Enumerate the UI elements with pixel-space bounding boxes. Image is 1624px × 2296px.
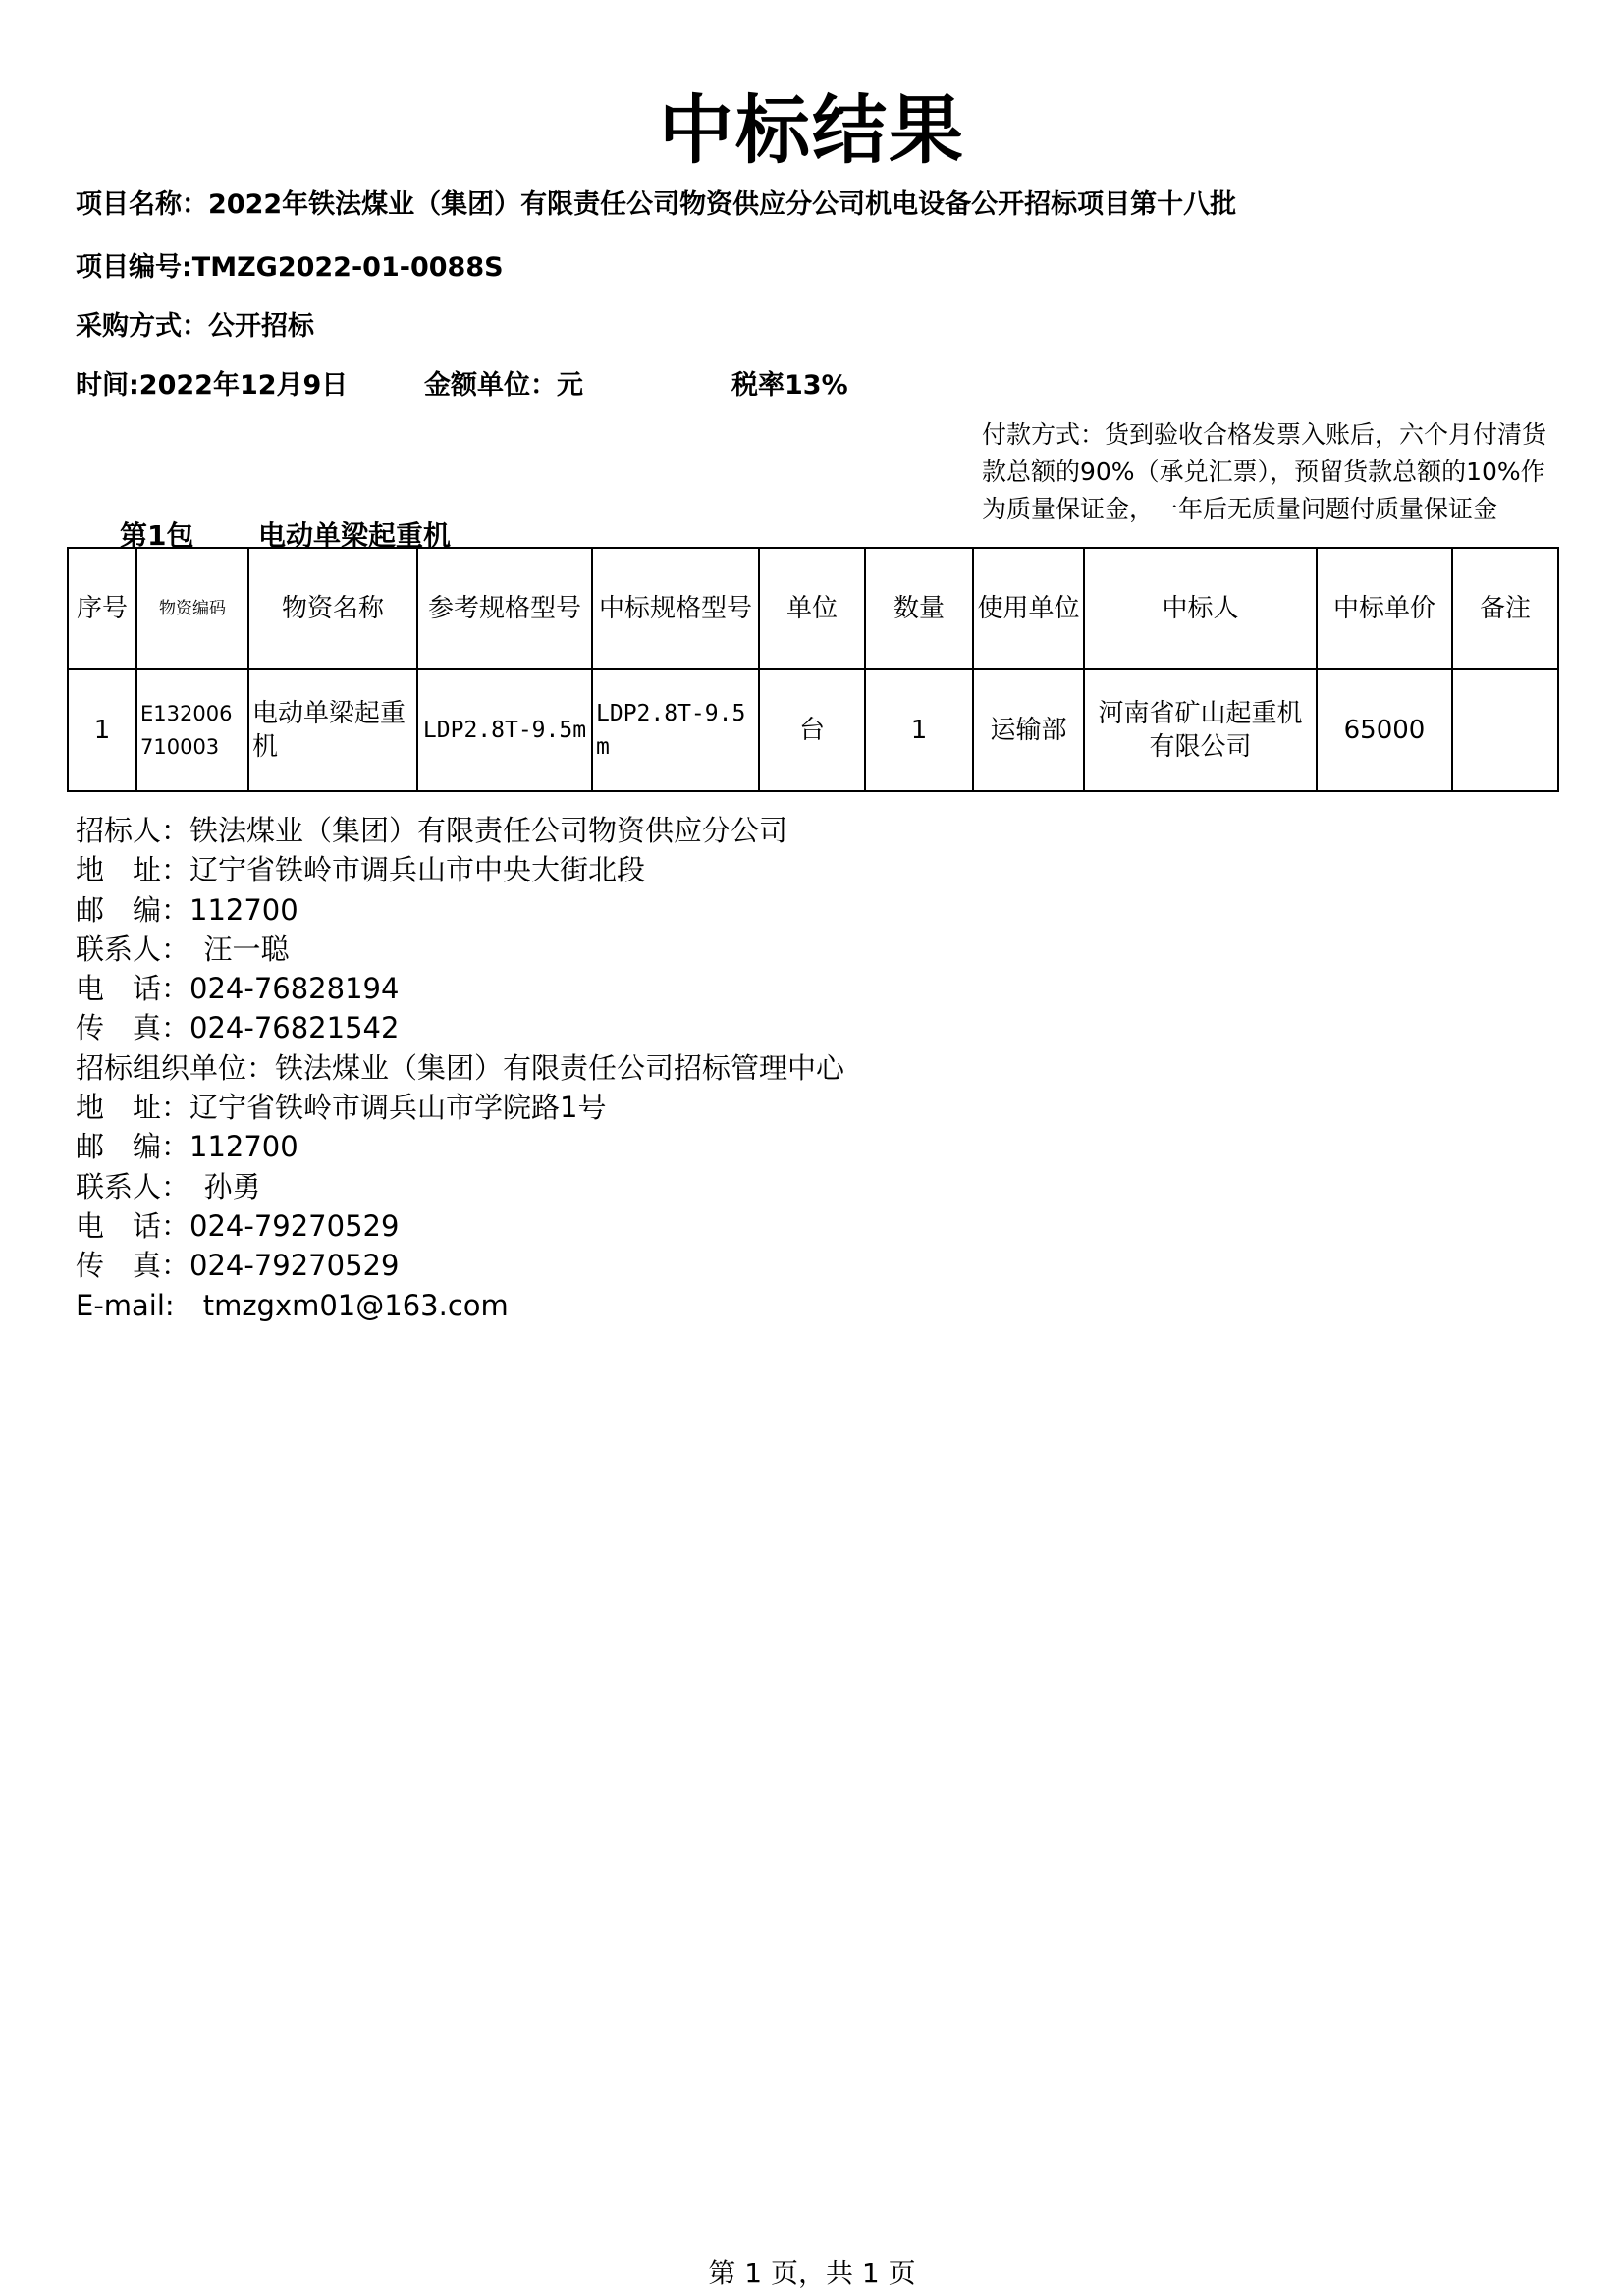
contact-email[interactable]: E-mail: tmzgxm01@163.com bbox=[76, 1288, 509, 1322]
contact-line: 传 真：024-79270529 bbox=[76, 1249, 400, 1283]
contact-line: 招标人：铁法煤业（集团）有限责任公司物资供应分公司 bbox=[76, 814, 788, 847]
header-cell: 物资编码 bbox=[136, 548, 248, 669]
table-cell: 1 bbox=[865, 669, 973, 791]
tax-rate: 税率13% bbox=[731, 370, 848, 400]
contact-line: 电 话：024-76828194 bbox=[76, 972, 400, 1006]
header-cell: 备注 bbox=[1452, 548, 1558, 669]
header-cell: 中标单价 bbox=[1317, 548, 1452, 669]
currency-unit: 金额单位：元 bbox=[424, 370, 583, 400]
table-cell: 台 bbox=[759, 669, 865, 791]
table-cell: 65000 bbox=[1317, 669, 1452, 791]
header-cell: 中标人 bbox=[1084, 548, 1317, 669]
contact-line: 联系人： 孙勇 bbox=[76, 1169, 261, 1203]
header-cell: 数量 bbox=[865, 548, 973, 669]
header-cell: 中标规格型号 bbox=[592, 548, 759, 669]
contact-line: 电 话：024-79270529 bbox=[76, 1208, 400, 1243]
contact-block bbox=[76, 811, 844, 1325]
table-cell: 1 bbox=[68, 669, 136, 791]
table-cell: LDP2.8T-9.5m bbox=[417, 669, 592, 791]
contact-line: 邮 编：112700 bbox=[76, 892, 298, 927]
header-cell: 参考规格型号 bbox=[417, 548, 592, 669]
header-cell: 单位 bbox=[759, 548, 865, 669]
contact-line: 邮 编：112700 bbox=[76, 1130, 298, 1164]
header-cell: 使用单位 bbox=[973, 548, 1084, 669]
payment-terms: 付款方式：货到验收合格发票入账后，六个月付清货款总额的90%（承兑汇票），预留货款总额的10%作为质量保证金，一年后无质量问题付质量保证金 bbox=[982, 420, 1547, 523]
table-cell: 电动单梁起重机 bbox=[248, 669, 417, 791]
table-cell: 运输部 bbox=[973, 669, 1084, 791]
table-cell: 河南省矿山起重机有限公司 bbox=[1084, 669, 1317, 791]
contact-line: 地 址：辽宁省铁岭市调兵山市中央大街北段 bbox=[76, 853, 646, 887]
package-number: 第1包 bbox=[120, 519, 194, 552]
page-number: 第 1 页，共 1 页 bbox=[708, 2257, 916, 2289]
contact-line: 联系人： 汪一聪 bbox=[76, 932, 290, 966]
table-header-row bbox=[68, 548, 1558, 669]
page-title: 中标结果 bbox=[659, 86, 965, 174]
contact-line: 地 址：辽宁省铁岭市调兵山市学院路1号 bbox=[76, 1091, 607, 1125]
header-cell: 物资名称 bbox=[248, 548, 417, 669]
announcement-time: 时间:2022年12月9日 bbox=[76, 370, 349, 400]
table-cell: E132006710003 bbox=[136, 669, 248, 791]
table-cell: LDP2.8T-9.5m bbox=[592, 669, 759, 791]
project-name: 项目名称：2022年铁法煤业（集团）有限责任公司物资供应分公司机电设备公开招标项目第十八批 bbox=[76, 189, 1237, 220]
purchase-method: 采购方式：公开招标 bbox=[76, 311, 314, 342]
project-number: 项目编号:TMZG2022-01-0088S bbox=[76, 252, 504, 283]
table-row bbox=[68, 669, 1558, 791]
contact-line: 传 真：024-76821542 bbox=[76, 1011, 400, 1045]
table-cell bbox=[1452, 669, 1558, 791]
award-table bbox=[67, 547, 1559, 792]
header-cell: 序号 bbox=[68, 548, 136, 669]
package-name: 电动单梁起重机 bbox=[258, 519, 452, 552]
contact-line: 招标组织单位：铁法煤业（集团）有限责任公司招标管理中心 bbox=[76, 1050, 845, 1085]
